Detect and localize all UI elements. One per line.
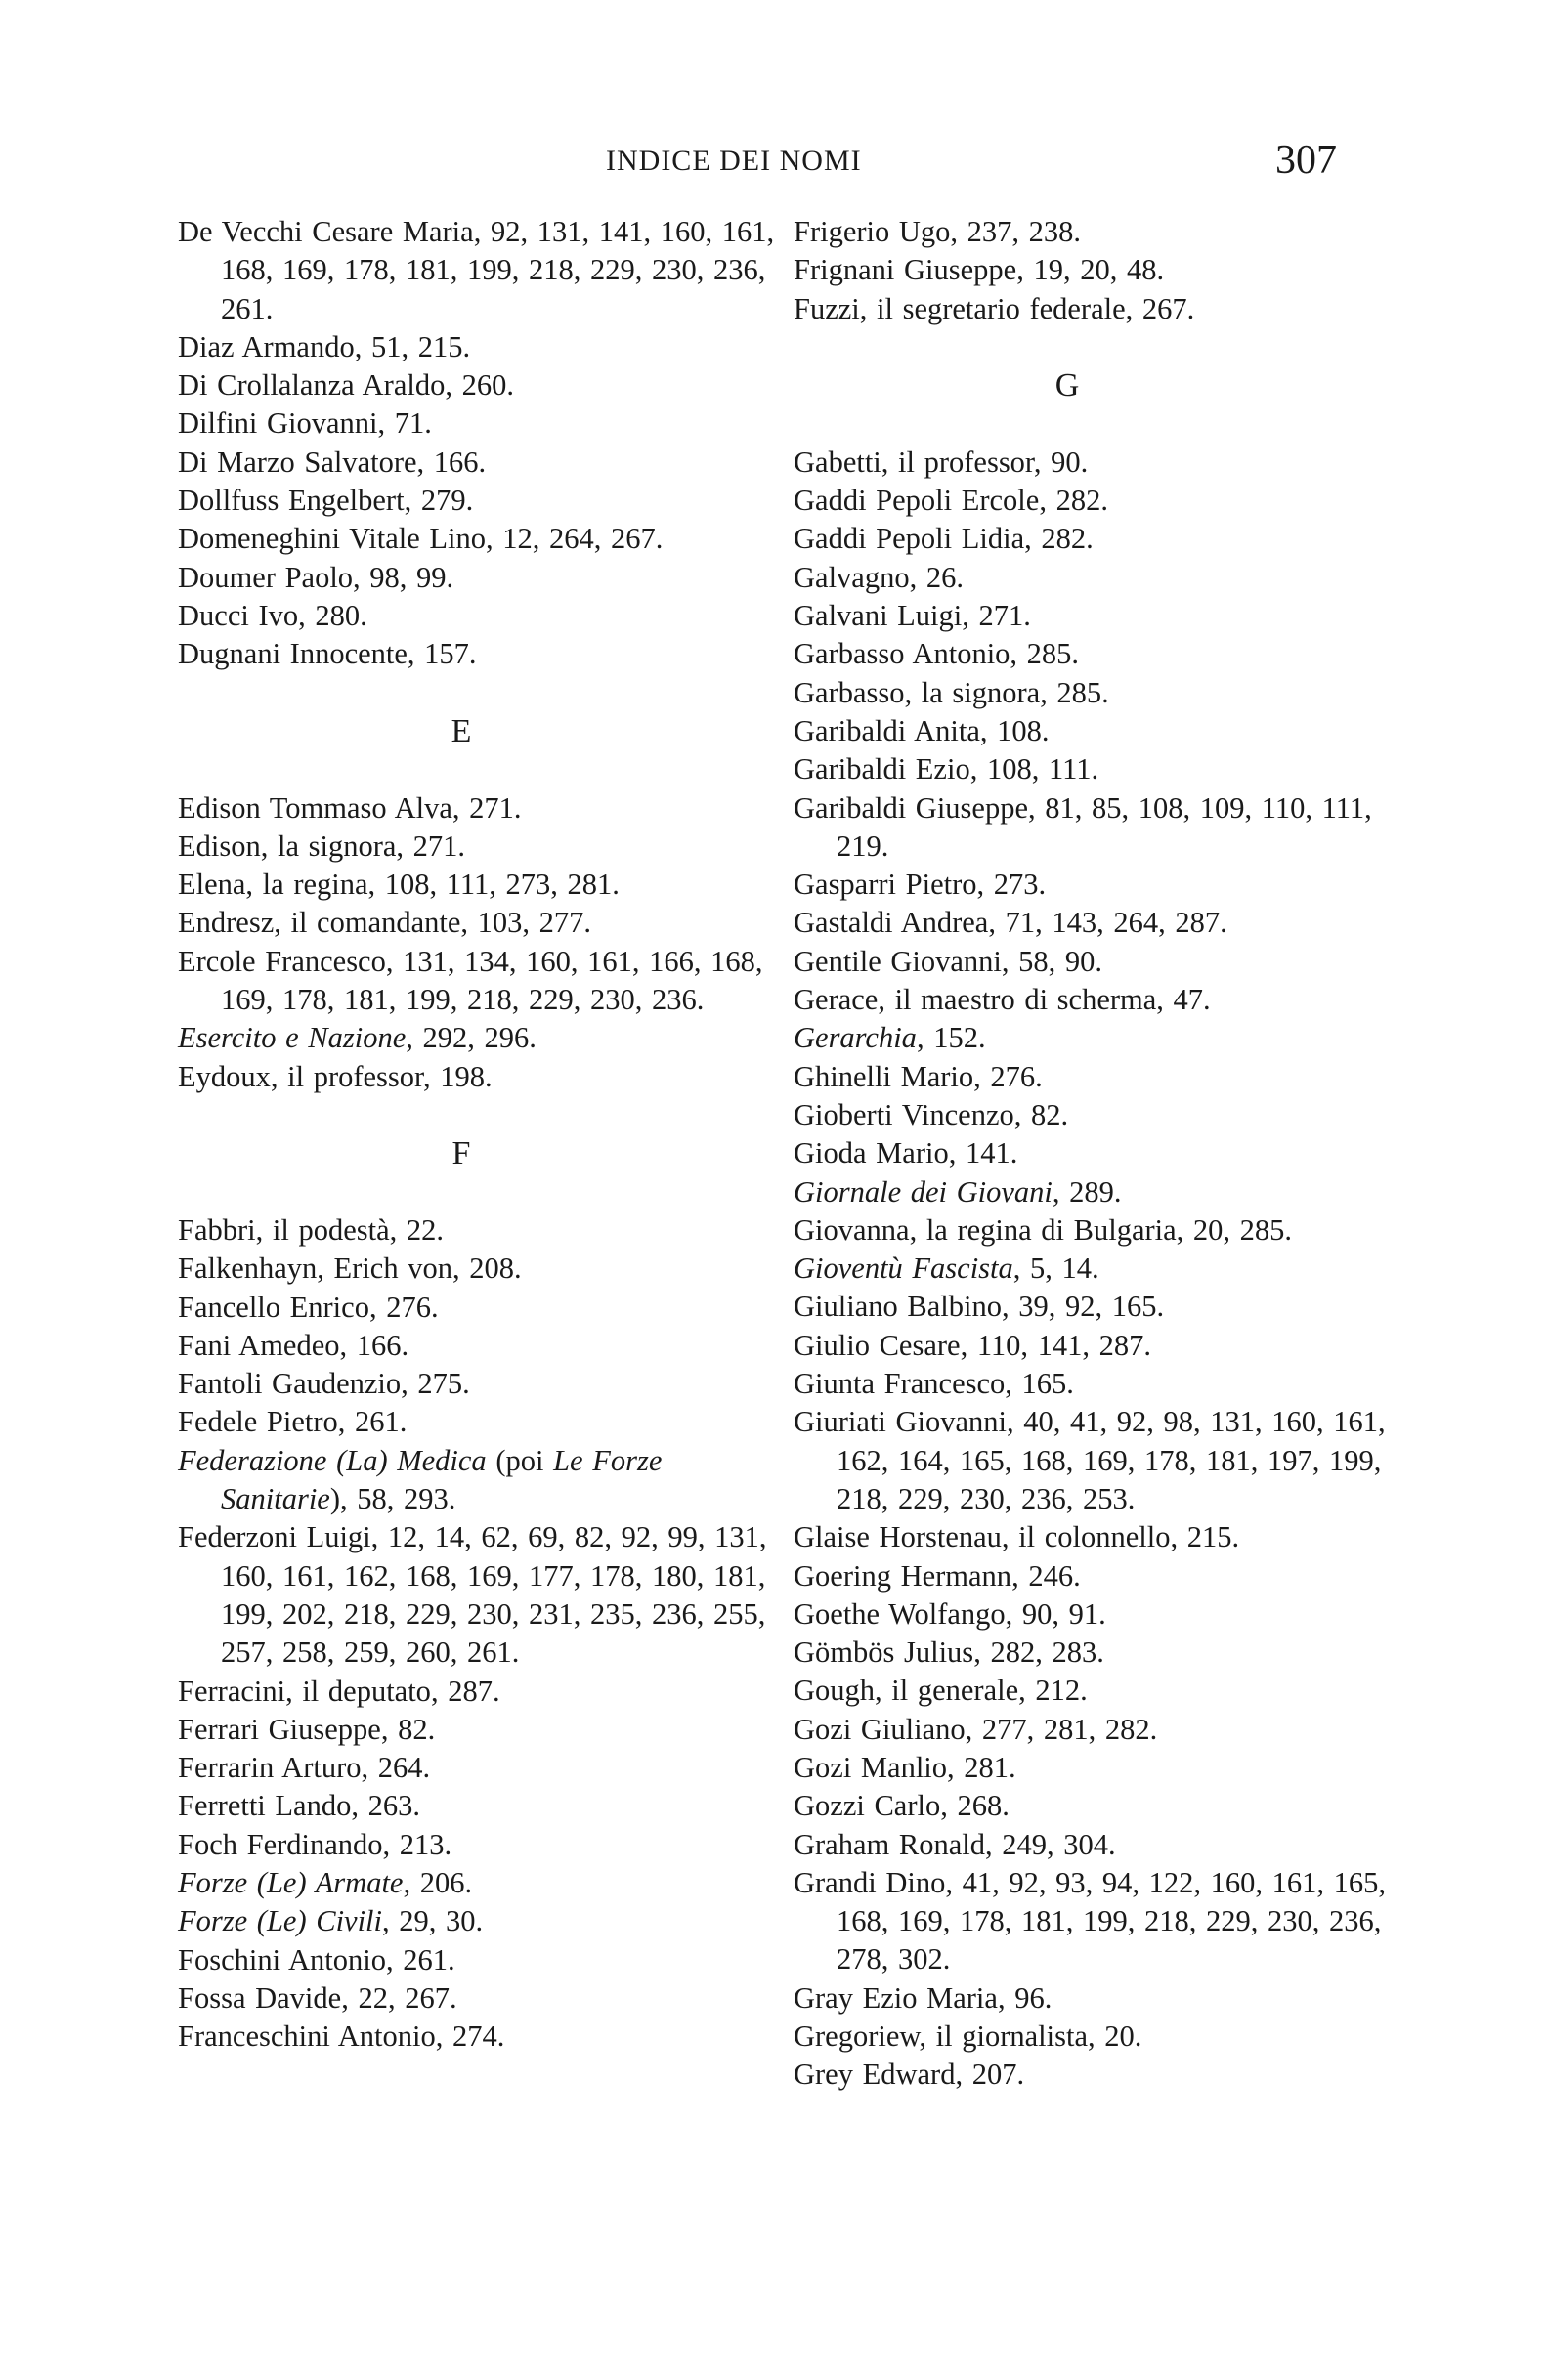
entry-page-refs: , 285. bbox=[1010, 637, 1080, 671]
entry-name: Giuriati Giovanni bbox=[794, 1405, 1008, 1439]
entry-page-refs: , 277, 281, 282. bbox=[965, 1712, 1158, 1746]
entry-name: Fancello Enrico bbox=[178, 1290, 369, 1324]
index-entry bbox=[178, 1979, 784, 2018]
index-entry bbox=[178, 1250, 784, 1288]
index-entry bbox=[794, 1711, 1399, 1749]
letter-heading: G bbox=[1054, 366, 1080, 404]
index-entry bbox=[178, 904, 784, 942]
entry-page-refs: , 215. bbox=[1170, 1520, 1240, 1554]
index-entry bbox=[794, 712, 1399, 750]
index-entry bbox=[794, 1864, 1399, 1979]
index-entry bbox=[178, 828, 784, 866]
entry-page-refs: , 237, 238. bbox=[950, 215, 1082, 248]
entry-page-refs: , 90. bbox=[1033, 445, 1089, 479]
index-entry bbox=[794, 1826, 1399, 1864]
entry-name: Garibaldi Ezio bbox=[794, 752, 970, 786]
entry-name: Fantoli Gaudenzio bbox=[178, 1367, 402, 1401]
entry-page-refs: , 273. bbox=[976, 868, 1047, 902]
letter-heading: E bbox=[451, 712, 472, 749]
entry-name: Galvani Luigi bbox=[794, 599, 963, 633]
entry-page-refs: , 281. bbox=[947, 1750, 1016, 1784]
index-entry bbox=[178, 1711, 784, 1749]
entry-name: Dugnani Innocente bbox=[178, 637, 408, 671]
index-entry bbox=[794, 444, 1399, 482]
entry-name: Foch Ferdinando bbox=[178, 1827, 383, 1861]
index-entry bbox=[794, 750, 1399, 788]
entry-page-refs: , 157. bbox=[407, 637, 477, 671]
index-entry bbox=[178, 366, 784, 404]
entry-page-refs: , 276. bbox=[368, 1290, 439, 1324]
entry-name: Fani Amedeo bbox=[178, 1328, 340, 1362]
index-entry bbox=[794, 1787, 1399, 1825]
entry-page-refs: , 212. bbox=[1018, 1674, 1088, 1708]
entry-page-refs: , 81, 85, 108, 109, 110, 111, 219. bbox=[837, 790, 1372, 863]
entry-page-refs: , 58, 90. bbox=[1001, 944, 1103, 978]
index-entry bbox=[178, 1518, 784, 1672]
entry-name: Endresz, il comandante bbox=[178, 906, 461, 940]
entry-name: Foschini Antonio bbox=[178, 1942, 386, 1976]
index-entry bbox=[794, 1403, 1399, 1518]
entry-name: Forze (Le) Civili bbox=[178, 1904, 382, 1938]
index-entry bbox=[178, 1289, 784, 1327]
index-column-right bbox=[794, 213, 1399, 2095]
index-entry bbox=[178, 866, 784, 904]
entry-page-refs: , 41, 92, 93, 94, 122, 160, 161, 165, 168, 169, 178, 181, 199, 218, 229, 230, 236, 278, 302. bbox=[837, 1865, 1386, 1976]
index-entry bbox=[794, 290, 1399, 328]
index-entry bbox=[794, 981, 1399, 1019]
page-header bbox=[0, 137, 1548, 195]
entry-page-refs: , 39, 92, 165. bbox=[1001, 1290, 1165, 1324]
entry-page-refs-secondary: ), 58, 293. bbox=[329, 1482, 456, 1516]
entry-name: Goethe Wolfango bbox=[794, 1596, 1006, 1631]
entry-page-refs: , 20. bbox=[1088, 2019, 1142, 2054]
entry-page-refs: , 285. bbox=[1040, 675, 1109, 709]
entry-page-refs: , 82. bbox=[380, 1712, 436, 1746]
entry-page-refs: , 280. bbox=[298, 598, 367, 632]
entry-name: Dollfuss Engelbert bbox=[178, 484, 405, 518]
index-entry bbox=[178, 1365, 784, 1403]
index-entry bbox=[794, 1634, 1399, 1672]
entry-page-refs: , 22. bbox=[389, 1212, 444, 1247]
index-entry bbox=[178, 1211, 784, 1250]
entry-page-refs: , 166. bbox=[416, 445, 487, 479]
entry-page-refs: , 92, 131, 141, 160, 161, 168, 169, 178, 181, 199, 218, 229, 230, 236, 261. bbox=[221, 215, 775, 325]
entry-name: Gabetti, il professor bbox=[794, 445, 1034, 479]
index-entry bbox=[178, 1019, 784, 1057]
index-entry bbox=[794, 1672, 1399, 1710]
entry-page-refs: , 110, 141, 287. bbox=[960, 1328, 1152, 1362]
index-entry bbox=[794, 1134, 1399, 1172]
index-entry bbox=[178, 597, 784, 635]
index-entry bbox=[794, 1979, 1399, 2018]
entry-name: Garibaldi Giuseppe bbox=[794, 790, 1028, 825]
index-entry bbox=[794, 482, 1399, 520]
entry-page-refs: , 287. bbox=[430, 1674, 500, 1708]
index-entry bbox=[178, 1058, 784, 1096]
entry-name: Dilfini Giovanni bbox=[178, 406, 378, 441]
index-entry bbox=[794, 1749, 1399, 1787]
index-entry bbox=[178, 482, 784, 520]
entry-page-refs: , 22, 267. bbox=[341, 1980, 457, 2015]
entry-name: Giunta Francesco bbox=[794, 1367, 1006, 1401]
entry-name: Edison Tommaso Alva bbox=[178, 790, 452, 825]
entry-name: Franceschini Antonio bbox=[178, 2019, 436, 2054]
index-entry bbox=[178, 1749, 784, 1787]
index-entry bbox=[178, 328, 784, 366]
entry-name: Garbasso, la signora bbox=[794, 675, 1041, 709]
entry-page-refs: , 26. bbox=[909, 560, 964, 594]
entry-name: Giovanna, la regina di Bulgaria bbox=[794, 1212, 1177, 1247]
index-entry bbox=[178, 2018, 784, 2056]
index-entry bbox=[178, 1327, 784, 1365]
entry-page-refs: , 274. bbox=[435, 2019, 505, 2054]
index-entry bbox=[178, 943, 784, 1020]
index-entry bbox=[794, 1595, 1399, 1634]
entry-name-secondary: Le Forze Sanitarie bbox=[221, 1443, 663, 1516]
entry-name: Gaddi Pepoli Ercole bbox=[794, 484, 1040, 518]
entry-name: Fedele Pietro bbox=[178, 1405, 338, 1439]
entry-name: Ferrarin Arturo bbox=[178, 1751, 362, 1785]
entry-name: Domeneghini Vitale Lino bbox=[178, 522, 487, 556]
index-entry bbox=[794, 866, 1399, 904]
entry-page-refs: , 279. bbox=[404, 484, 474, 518]
entry-page-refs: , 289. bbox=[1052, 1174, 1122, 1209]
entry-name: Gozi Giuliano bbox=[794, 1712, 966, 1746]
entry-page-refs: , 208. bbox=[452, 1252, 522, 1286]
entry-page-refs: , 90, 91. bbox=[1005, 1596, 1106, 1631]
letter-heading: F bbox=[452, 1134, 471, 1171]
entry-name: Fabbri, il podestà bbox=[178, 1212, 390, 1247]
index-entry bbox=[178, 1902, 784, 1940]
index-entry bbox=[178, 1787, 784, 1825]
entry-page-refs: , 268. bbox=[940, 1789, 1010, 1823]
page-number: 307 bbox=[1275, 138, 1337, 183]
entry-name: Federzoni Luigi bbox=[178, 1520, 371, 1554]
entry-page-refs: , 261. bbox=[385, 1942, 455, 1976]
entry-name: Gentile Giovanni bbox=[794, 944, 1002, 978]
entry-page-refs: , 261. bbox=[337, 1405, 408, 1439]
entry-name: Gerace, il maestro di scherma bbox=[794, 983, 1157, 1017]
entry-page-refs: , 267. bbox=[1125, 291, 1195, 325]
index-entry bbox=[794, 1096, 1399, 1134]
entry-name: Ghinelli Mario bbox=[794, 1059, 974, 1093]
entry-name: Gregoriew, il giornalista bbox=[794, 2019, 1089, 2054]
index-column-left bbox=[178, 213, 784, 2056]
entry-page-refs: , 19, 20, 48. bbox=[1016, 253, 1165, 287]
index-entry bbox=[794, 251, 1399, 289]
index-entry bbox=[794, 2018, 1399, 2056]
entry-page-refs: , 108, 111, 273, 281. bbox=[367, 868, 620, 902]
entry-page-refs: , 96. bbox=[997, 1980, 1053, 2015]
entry-page-refs: , 98, 99. bbox=[353, 560, 454, 594]
entry-name: Gömbös Julius bbox=[794, 1636, 974, 1670]
entry-page-refs: , 282, 283. bbox=[973, 1636, 1104, 1670]
index-entry bbox=[178, 1403, 784, 1441]
index-entry bbox=[178, 1826, 784, 1864]
entry-name: Elena, la regina bbox=[178, 868, 368, 902]
entry-name: Diaz Armando bbox=[178, 329, 355, 363]
entry-page-refs: , 292, 296. bbox=[406, 1021, 537, 1055]
entry-page-refs: , 108, 111. bbox=[969, 752, 1099, 786]
entry-page-refs: , 271. bbox=[452, 790, 522, 825]
entry-page-refs: , 71. bbox=[377, 406, 432, 441]
entry-name: De Vecchi Cesare Maria bbox=[178, 215, 474, 248]
entry-page-refs: , 29, 30. bbox=[382, 1904, 484, 1938]
index-entry bbox=[794, 904, 1399, 942]
entry-name: Giornale dei Giovani bbox=[794, 1174, 1053, 1209]
entry-page-refs: , 103, 277. bbox=[460, 906, 592, 940]
entry-page-refs: , 263. bbox=[351, 1789, 420, 1823]
entry-name: Esercito e Nazione bbox=[178, 1021, 407, 1055]
index-entry bbox=[794, 2056, 1399, 2094]
entry-name: Gioventù Fascista bbox=[794, 1252, 1013, 1286]
entry-name: Gozzi Carlo bbox=[794, 1789, 941, 1823]
entry-name: Di Crollalanza Araldo bbox=[178, 368, 446, 403]
entry-name: Frigerio Ugo bbox=[794, 215, 951, 248]
entry-page-refs: , 275. bbox=[401, 1367, 470, 1401]
entry-page-refs: , 71, 143, 264, 287. bbox=[988, 906, 1227, 940]
index-entry bbox=[794, 559, 1399, 597]
index-entry bbox=[794, 1365, 1399, 1403]
index-entry bbox=[794, 1557, 1399, 1595]
entry-page-refs: , 141. bbox=[948, 1136, 1018, 1170]
entry-page-refs: , 20, 285. bbox=[1176, 1212, 1293, 1247]
entry-page-refs: , 249, 304. bbox=[984, 1827, 1116, 1861]
index-entry bbox=[794, 1058, 1399, 1096]
entry-name: Gastaldi Andrea bbox=[794, 906, 989, 940]
index-entry bbox=[794, 520, 1399, 558]
entry-name: Doumer Paolo bbox=[178, 560, 354, 594]
index-entry bbox=[178, 520, 784, 558]
index-entry bbox=[794, 597, 1399, 635]
entry-name: Ducci Ivo bbox=[178, 598, 299, 632]
index-entry bbox=[178, 213, 784, 328]
entry-name: Gough, il generale bbox=[794, 1674, 1019, 1708]
entry-name: Garibaldi Anita bbox=[794, 713, 980, 747]
index-entry bbox=[794, 1250, 1399, 1288]
entry-page-refs: , 276. bbox=[973, 1059, 1043, 1093]
entry-page-refs: , 108. bbox=[979, 713, 1050, 747]
index-entry bbox=[178, 559, 784, 597]
entry-name: Gaddi Pepoli Lidia bbox=[794, 522, 1025, 556]
entry-page-refs: , 282. bbox=[1024, 522, 1094, 556]
index-entry bbox=[794, 789, 1399, 867]
index-entry bbox=[794, 1173, 1399, 1211]
index-entry bbox=[794, 943, 1399, 981]
entry-name: Gasparri Pietro bbox=[794, 868, 977, 902]
index-entry bbox=[178, 404, 784, 443]
entry-name: Federazione (La) Medica bbox=[178, 1443, 487, 1477]
entry-name: Di Marzo Salvatore bbox=[178, 445, 417, 479]
index-entry bbox=[178, 789, 784, 828]
entry-page-refs: , 264. bbox=[361, 1751, 431, 1785]
entry-name: Giuliano Balbino bbox=[794, 1290, 1002, 1324]
entry-page-refs: , 213. bbox=[382, 1827, 452, 1861]
entry-name: Edison, la signora bbox=[178, 829, 397, 863]
entry-name: Ferretti Lando bbox=[178, 1789, 352, 1823]
index-entry bbox=[178, 1941, 784, 1979]
entry-page-refs: , 282. bbox=[1039, 484, 1108, 518]
entry-name: Gioda Mario bbox=[794, 1136, 949, 1170]
index-entry bbox=[178, 1864, 784, 1902]
entry-page-refs: , 206. bbox=[403, 1865, 473, 1899]
index-entry bbox=[178, 635, 784, 673]
entry-page-refs: , 198. bbox=[422, 1059, 493, 1093]
entry-page-refs: , 40, 41, 92, 98, 131, 160, 161, 162, 164, 165, 168, 169, 178, 181, 197, 199, 218, 229, 230, 236, 253. bbox=[837, 1405, 1386, 1515]
index-entry bbox=[178, 1673, 784, 1711]
entry-name: Forze (Le) Armate bbox=[178, 1865, 404, 1899]
entry-name: Ferracini, il deputato bbox=[178, 1674, 431, 1708]
entry-name: Gray Ezio Maria bbox=[794, 1980, 998, 2015]
entry-name: Frignani Giuseppe bbox=[794, 253, 1017, 287]
index-entry bbox=[794, 1288, 1399, 1326]
entry-page-refs: , 47. bbox=[1156, 983, 1211, 1017]
entry-name: Grandi Dino bbox=[794, 1865, 946, 1899]
entry-name: Goering Hermann bbox=[794, 1558, 1012, 1593]
index-entry bbox=[794, 213, 1399, 251]
entry-name: Graham Ronald bbox=[794, 1827, 985, 1861]
entry-name: Fossa Davide bbox=[178, 1980, 342, 2015]
entry-page-refs: (poi bbox=[486, 1443, 554, 1477]
index-entry bbox=[794, 1518, 1399, 1556]
entry-page-refs: , 51, 215. bbox=[354, 329, 471, 363]
entry-page-refs: , 5, 14. bbox=[1012, 1252, 1099, 1286]
entry-page-refs: , 271. bbox=[396, 829, 466, 863]
index-entry bbox=[794, 1019, 1399, 1057]
entry-name: Fuzzi, il segretario federale bbox=[794, 291, 1126, 325]
index-entry bbox=[794, 635, 1399, 673]
index-entry bbox=[794, 674, 1399, 712]
entry-page-refs: , 260. bbox=[445, 368, 514, 403]
entry-name: Grey Edward bbox=[794, 2058, 956, 2092]
entry-name: Gerarchia bbox=[794, 1021, 917, 1055]
entry-page-refs: , 131, 134, 160, 161, 166, 168, 169, 178, 181, 199, 218, 229, 230, 236. bbox=[221, 944, 763, 1017]
entry-name: Giulio Cesare bbox=[794, 1328, 961, 1362]
entry-name: Garbasso Antonio bbox=[794, 637, 1010, 671]
entry-name: Gioberti Vincenzo bbox=[794, 1097, 1014, 1131]
entry-name: Eydoux, il professor bbox=[178, 1059, 423, 1093]
index-entry bbox=[178, 444, 784, 482]
entry-name: Galvagno bbox=[794, 560, 910, 594]
entry-page-refs: , 152. bbox=[916, 1021, 986, 1055]
entry-page-refs: , 82. bbox=[1013, 1097, 1069, 1131]
entry-page-refs: , 246. bbox=[1011, 1558, 1081, 1593]
index-entry bbox=[178, 1442, 784, 1519]
entry-page-refs: , 271. bbox=[962, 599, 1031, 633]
entry-page-refs: , 207. bbox=[955, 2058, 1025, 2092]
entry-name: Ferrari Giuseppe bbox=[178, 1712, 381, 1746]
entry-name: Gozi Manlio bbox=[794, 1750, 948, 1784]
entry-name: Glaise Horstenau, il colonnello bbox=[794, 1520, 1171, 1554]
entry-name: Ercole Francesco bbox=[178, 944, 386, 978]
entry-page-refs: , 166. bbox=[339, 1328, 409, 1362]
running-title: INDICE DEI NOMI bbox=[606, 145, 862, 177]
index-entry bbox=[794, 1211, 1399, 1250]
index-entry bbox=[794, 1327, 1399, 1365]
entry-name: Falkenhayn, Erich von bbox=[178, 1252, 452, 1286]
entry-page-refs: , 165. bbox=[1005, 1367, 1074, 1401]
entry-page-refs: , 12, 264, 267. bbox=[486, 522, 664, 556]
entry-page-refs: , 12, 14, 62, 69, 82, 92, 99, 131, 160, 161, 162, 168, 169, 177, 178, 180, 181, 199, 202, 218, 229, 230, 231, 235, 236, 255, 257, 258, 259, 260, 261. bbox=[221, 1520, 767, 1670]
